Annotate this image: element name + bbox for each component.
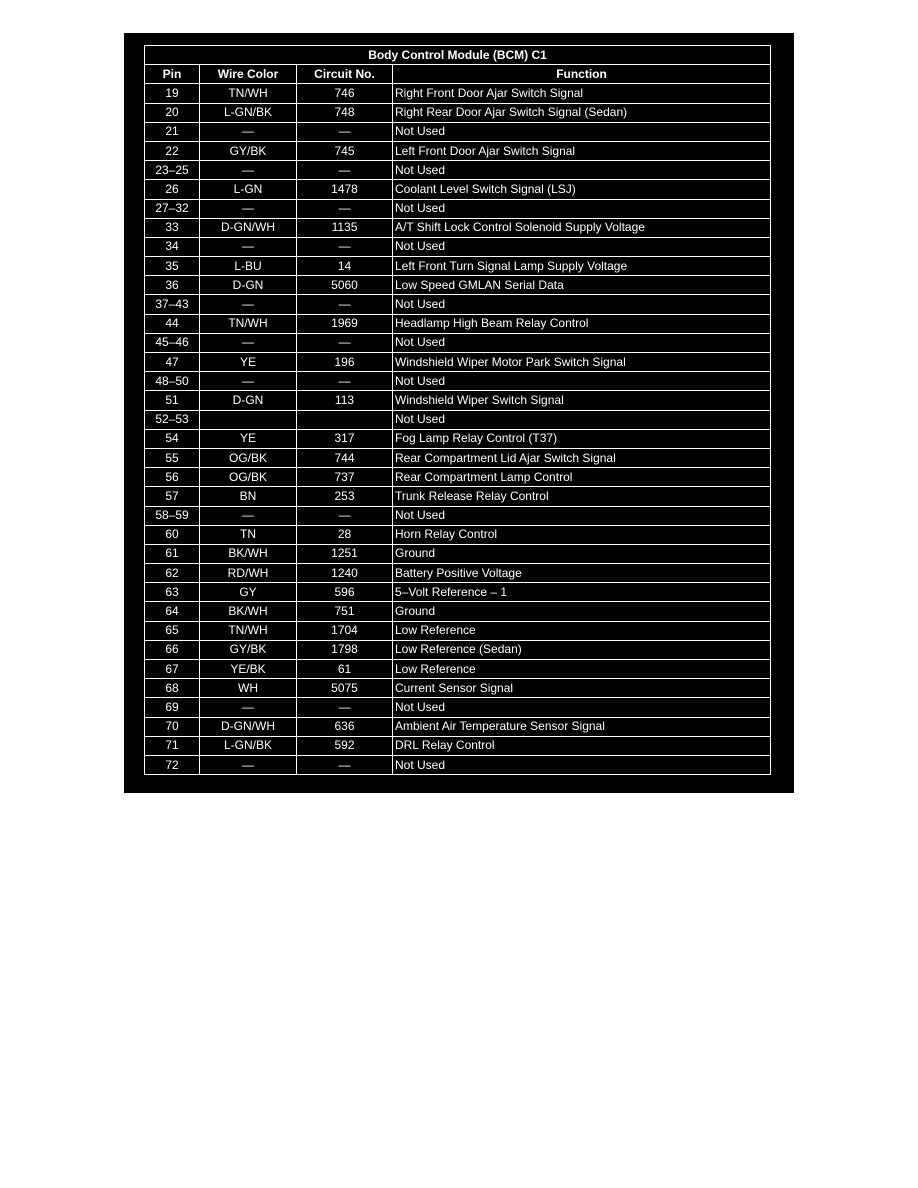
cell-wire-color: — [200, 372, 297, 391]
cell-pin: 19 [145, 84, 200, 103]
cell-wire-color: TN/WH [200, 84, 297, 103]
table-title: Body Control Module (BCM) C1 [145, 46, 771, 65]
cell-pin: 61 [145, 544, 200, 563]
cell-function: Battery Positive Voltage [393, 564, 771, 583]
cell-circuit-no: 1478 [297, 180, 393, 199]
cell-function: Not Used [393, 122, 771, 141]
cell-wire-color: — [200, 506, 297, 525]
cell-function: Fog Lamp Relay Control (T37) [393, 429, 771, 448]
table-row [145, 602, 771, 621]
cell-circuit-no: 745 [297, 141, 393, 160]
cell-circuit-no: — [297, 698, 393, 717]
cell-circuit-no: 1135 [297, 218, 393, 237]
cell-wire-color: GY/BK [200, 141, 297, 160]
cell-wire-color: WH [200, 679, 297, 698]
cell-wire-color: D-GN [200, 276, 297, 295]
table-row [145, 429, 771, 448]
cell-pin: 67 [145, 660, 200, 679]
table-row [145, 257, 771, 276]
cell-pin: 37–43 [145, 295, 200, 314]
cell-circuit-no: — [297, 333, 393, 352]
cell-function: Not Used [393, 410, 771, 429]
cell-pin: 48–50 [145, 372, 200, 391]
table-row [145, 698, 771, 717]
cell-circuit-no: — [297, 122, 393, 141]
table-row [145, 410, 771, 429]
cell-circuit-no: 317 [297, 429, 393, 448]
cell-wire-color: GY/BK [200, 640, 297, 659]
header-wire-color: Wire Color [200, 65, 297, 84]
cell-pin: 23–25 [145, 161, 200, 180]
cell-function: Not Used [393, 698, 771, 717]
cell-function: Ambient Air Temperature Sensor Signal [393, 717, 771, 736]
cell-function: Windshield Wiper Motor Park Switch Signal [393, 353, 771, 372]
cell-wire-color: TN [200, 525, 297, 544]
cell-pin: 63 [145, 583, 200, 602]
cell-function: Trunk Release Relay Control [393, 487, 771, 506]
cell-pin: 62 [145, 564, 200, 583]
cell-function: Not Used [393, 161, 771, 180]
cell-circuit-no: 748 [297, 103, 393, 122]
connector-table-panel [124, 33, 794, 793]
table-row [145, 141, 771, 160]
cell-wire-color: D-GN [200, 391, 297, 410]
cell-function: Not Used [393, 237, 771, 256]
cell-circuit-no: 1704 [297, 621, 393, 640]
cell-pin: 47 [145, 353, 200, 372]
cell-pin: 45–46 [145, 333, 200, 352]
table-row [145, 199, 771, 218]
cell-pin: 44 [145, 314, 200, 333]
cell-function: Horn Relay Control [393, 525, 771, 544]
cell-wire-color: — [200, 698, 297, 717]
table-row [145, 84, 771, 103]
cell-wire-color: — [200, 161, 297, 180]
cell-function: 5–Volt Reference – 1 [393, 583, 771, 602]
cell-circuit-no: 1969 [297, 314, 393, 333]
table-row [145, 448, 771, 467]
cell-wire-color: BK/WH [200, 544, 297, 563]
header-function: Function [393, 65, 771, 84]
table-row [145, 391, 771, 410]
cell-wire-color: OG/BK [200, 448, 297, 467]
cell-function: Windshield Wiper Switch Signal [393, 391, 771, 410]
cell-wire-color: — [200, 122, 297, 141]
cell-function: Low Speed GMLAN Serial Data [393, 276, 771, 295]
cell-wire-color: YE [200, 429, 297, 448]
cell-pin: 60 [145, 525, 200, 544]
cell-function: Low Reference [393, 660, 771, 679]
cell-wire-color: TN/WH [200, 621, 297, 640]
cell-pin: 26 [145, 180, 200, 199]
table-row [145, 353, 771, 372]
table-row [145, 525, 771, 544]
cell-circuit-no: — [297, 199, 393, 218]
cell-wire-color: D-GN/WH [200, 717, 297, 736]
table-row [145, 161, 771, 180]
cell-pin: 72 [145, 755, 200, 774]
table-row [145, 276, 771, 295]
cell-circuit-no: 1240 [297, 564, 393, 583]
cell-wire-color: BK/WH [200, 602, 297, 621]
cell-circuit-no: 5075 [297, 679, 393, 698]
connector-pinout-table [144, 45, 771, 775]
cell-circuit-no: 113 [297, 391, 393, 410]
table-row [145, 583, 771, 602]
cell-circuit-no: 28 [297, 525, 393, 544]
cell-pin: 52–53 [145, 410, 200, 429]
cell-circuit-no: — [297, 161, 393, 180]
cell-pin: 58–59 [145, 506, 200, 525]
cell-function: Rear Compartment Lamp Control [393, 468, 771, 487]
cell-function: Headlamp High Beam Relay Control [393, 314, 771, 333]
table-title-row [145, 46, 771, 65]
cell-pin: 66 [145, 640, 200, 659]
table-row [145, 506, 771, 525]
cell-pin: 69 [145, 698, 200, 717]
cell-circuit-no: — [297, 237, 393, 256]
table-row [145, 640, 771, 659]
cell-wire-color: L-GN/BK [200, 736, 297, 755]
cell-wire-color: OG/BK [200, 468, 297, 487]
cell-function: Current Sensor Signal [393, 679, 771, 698]
header-pin: Pin [145, 65, 200, 84]
cell-function: Ground [393, 602, 771, 621]
cell-function: Not Used [393, 295, 771, 314]
cell-circuit-no: 1798 [297, 640, 393, 659]
cell-function: Low Reference [393, 621, 771, 640]
table-row [145, 372, 771, 391]
cell-wire-color: D-GN/WH [200, 218, 297, 237]
cell-function: Left Front Door Ajar Switch Signal [393, 141, 771, 160]
table-row [145, 544, 771, 563]
cell-circuit-no: 1251 [297, 544, 393, 563]
table-row [145, 295, 771, 314]
cell-pin: 68 [145, 679, 200, 698]
cell-wire-color: L-GN [200, 180, 297, 199]
cell-wire-color [200, 410, 297, 429]
cell-function: A/T Shift Lock Control Solenoid Supply Voltage [393, 218, 771, 237]
table-row [145, 736, 771, 755]
table-row [145, 468, 771, 487]
cell-circuit-no: — [297, 372, 393, 391]
cell-function: Not Used [393, 755, 771, 774]
cell-pin: 34 [145, 237, 200, 256]
cell-pin: 57 [145, 487, 200, 506]
table-row [145, 314, 771, 333]
table-row [145, 717, 771, 736]
cell-function: Low Reference (Sedan) [393, 640, 771, 659]
table-row [145, 679, 771, 698]
cell-pin: 64 [145, 602, 200, 621]
table-row [145, 564, 771, 583]
cell-circuit-no: 196 [297, 353, 393, 372]
cell-circuit-no: 746 [297, 84, 393, 103]
cell-function: Not Used [393, 372, 771, 391]
cell-circuit-no: 5060 [297, 276, 393, 295]
cell-wire-color: BN [200, 487, 297, 506]
cell-circuit-no: 751 [297, 602, 393, 621]
cell-circuit-no: 61 [297, 660, 393, 679]
cell-wire-color: RD/WH [200, 564, 297, 583]
table-row [145, 122, 771, 141]
cell-pin: 27–32 [145, 199, 200, 218]
cell-pin: 65 [145, 621, 200, 640]
cell-wire-color: TN/WH [200, 314, 297, 333]
cell-circuit-no: 737 [297, 468, 393, 487]
cell-pin: 21 [145, 122, 200, 141]
cell-pin: 20 [145, 103, 200, 122]
cell-pin: 56 [145, 468, 200, 487]
cell-circuit-no: 636 [297, 717, 393, 736]
cell-pin: 33 [145, 218, 200, 237]
table-row [145, 103, 771, 122]
cell-function: Not Used [393, 506, 771, 525]
cell-function: Right Front Door Ajar Switch Signal [393, 84, 771, 103]
cell-wire-color: — [200, 237, 297, 256]
cell-pin: 54 [145, 429, 200, 448]
cell-pin: 71 [145, 736, 200, 755]
table-row [145, 333, 771, 352]
table-row [145, 621, 771, 640]
cell-function: Not Used [393, 333, 771, 352]
cell-wire-color: — [200, 199, 297, 218]
cell-circuit-no: — [297, 506, 393, 525]
cell-circuit-no: 253 [297, 487, 393, 506]
table-row [145, 180, 771, 199]
cell-function: Coolant Level Switch Signal (LSJ) [393, 180, 771, 199]
cell-pin: 22 [145, 141, 200, 160]
table-header-row [145, 65, 771, 84]
cell-wire-color: L-BU [200, 257, 297, 276]
cell-circuit-no: 592 [297, 736, 393, 755]
cell-circuit-no: 744 [297, 448, 393, 467]
cell-function: Not Used [393, 199, 771, 218]
cell-pin: 70 [145, 717, 200, 736]
cell-pin: 51 [145, 391, 200, 410]
cell-wire-color: — [200, 755, 297, 774]
table-row [145, 237, 771, 256]
table-row [145, 487, 771, 506]
table-row [145, 660, 771, 679]
cell-wire-color: GY [200, 583, 297, 602]
cell-circuit-no: 14 [297, 257, 393, 276]
cell-function: Ground [393, 544, 771, 563]
cell-pin: 55 [145, 448, 200, 467]
cell-pin: 36 [145, 276, 200, 295]
cell-function: Rear Compartment Lid Ajar Switch Signal [393, 448, 771, 467]
table-body [145, 84, 771, 775]
header-circuit-no: Circuit No. [297, 65, 393, 84]
cell-wire-color: YE [200, 353, 297, 372]
cell-wire-color: YE/BK [200, 660, 297, 679]
cell-pin: 35 [145, 257, 200, 276]
cell-wire-color: L-GN/BK [200, 103, 297, 122]
cell-circuit-no [297, 410, 393, 429]
cell-function: Left Front Turn Signal Lamp Supply Voltage [393, 257, 771, 276]
table-row [145, 755, 771, 774]
cell-circuit-no: — [297, 755, 393, 774]
table-row [145, 218, 771, 237]
cell-circuit-no: — [297, 295, 393, 314]
cell-circuit-no: 596 [297, 583, 393, 602]
cell-wire-color: — [200, 295, 297, 314]
cell-wire-color: — [200, 333, 297, 352]
cell-function: DRL Relay Control [393, 736, 771, 755]
cell-function: Right Rear Door Ajar Switch Signal (Sedan) [393, 103, 771, 122]
